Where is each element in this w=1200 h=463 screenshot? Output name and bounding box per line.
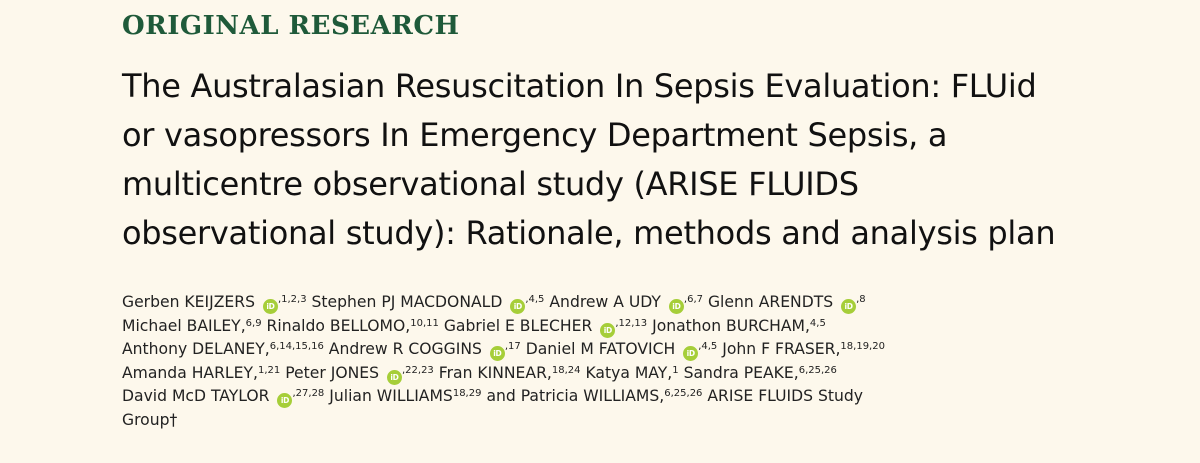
- orcid-icon[interactable]: [669, 299, 684, 314]
- author-line: [122, 291, 1192, 315]
- article-title: [122, 62, 1192, 258]
- author-name: Jonathon BURCHAM,: [652, 316, 810, 335]
- author: [122, 364, 280, 382]
- author-affiliations: ,4,5: [525, 294, 545, 305]
- author-name: Gabriel E BLECHER: [443, 316, 593, 335]
- author: [652, 317, 826, 335]
- author: [329, 387, 481, 405]
- author-name: Gerben KEIJZERS: [122, 293, 255, 311]
- author-affiliations: ,27,28: [292, 388, 325, 400]
- author: [285, 364, 434, 382]
- author-line: [122, 362, 1192, 386]
- author: [684, 364, 837, 382]
- author-name: Andrew A UDY: [549, 293, 661, 311]
- author-affiliations: ,8: [856, 294, 866, 305]
- title-line: observational study): Rationale, methods and analysis plan: [122, 214, 1056, 252]
- author-affiliations: ,17: [504, 341, 521, 353]
- orcid-icon[interactable]: [683, 346, 698, 361]
- author-name: Michael BAILEY,: [122, 316, 246, 335]
- author: [526, 340, 718, 358]
- author-affiliations: ,4,5: [698, 341, 718, 353]
- author-name: David McD TAYLOR: [122, 387, 270, 406]
- author-name: Julian WILLIAMS: [329, 387, 453, 406]
- author-name: Amanda HARLEY,: [122, 363, 258, 382]
- author-line: [122, 338, 1192, 362]
- author-affiliations: ,1,2,3: [277, 294, 307, 305]
- author-affiliations: ,6,7: [683, 294, 703, 305]
- orcid-icon[interactable]: [387, 370, 402, 385]
- author-affiliations: 6,14,15,16: [269, 341, 324, 353]
- author-name: Daniel M FATOVICH: [525, 340, 676, 359]
- author-list: [122, 291, 1192, 433]
- title-line: or vasopressors In Emergency Department Sepsis, a: [122, 116, 948, 154]
- author: [122, 317, 262, 335]
- author-affiliations: ,22,23: [401, 364, 434, 376]
- author-affiliations: 18,24: [551, 364, 581, 376]
- author-line: [122, 315, 1192, 339]
- author: [122, 293, 307, 311]
- author-affiliations: 6,25,26: [798, 364, 837, 376]
- author-affiliations: ,12,13: [615, 317, 648, 329]
- author: [708, 293, 866, 311]
- author-affiliations: 1: [672, 364, 679, 376]
- author-name: Fran KINNEAR,: [438, 363, 552, 382]
- author: [444, 317, 647, 335]
- author-name: Sandra PEAKE,: [683, 363, 799, 382]
- orcid-icon[interactable]: [277, 393, 292, 408]
- author-affiliations: 18,19,20: [840, 341, 885, 353]
- author: [122, 411, 177, 429]
- author-name: Peter JONES: [285, 363, 380, 382]
- author-affiliations: 10,11: [410, 317, 439, 329]
- author: [329, 340, 521, 358]
- author: [312, 293, 545, 311]
- section-label: ORIGINAL RESEARCH: [122, 11, 460, 41]
- author-affiliations: 6,9: [245, 317, 262, 329]
- author-name: Rinaldo BELLOMO,: [266, 316, 411, 335]
- author: [122, 340, 324, 358]
- author-name: Katya MAY,: [585, 363, 673, 382]
- author-line: [122, 409, 1192, 433]
- author-affiliations: 1,21: [257, 364, 281, 376]
- author-line: [122, 385, 1192, 409]
- author-name: ARISE FLUIDS Study: [707, 387, 863, 406]
- author: [122, 387, 324, 405]
- author-name: Anthony DELANEY,: [122, 340, 270, 359]
- title-line: multicentre observational study (ARISE FLUIDS: [122, 165, 859, 203]
- author: [439, 364, 581, 382]
- author-name: and Patricia WILLIAMS,: [486, 387, 665, 406]
- author: [486, 387, 702, 405]
- author: [585, 364, 678, 382]
- orcid-icon[interactable]: [841, 299, 856, 314]
- orcid-icon[interactable]: [510, 299, 525, 314]
- author-affiliations: 4,5: [809, 317, 826, 329]
- author: [707, 387, 863, 405]
- author-affiliations: 6,25,26: [664, 388, 703, 400]
- orcid-icon[interactable]: [490, 346, 505, 361]
- author-name: Glenn ARENDTS: [707, 293, 834, 311]
- orcid-icon[interactable]: [263, 299, 278, 314]
- author: [722, 340, 885, 358]
- title-line: The Australasian Resuscitation In Sepsis Evaluation: FLUid: [122, 67, 1037, 105]
- author-affiliations: 18,29: [452, 388, 482, 400]
- orcid-icon[interactable]: [600, 323, 615, 338]
- author-name: Group†: [122, 410, 178, 429]
- author-name: Stephen PJ MACDONALD: [311, 293, 503, 311]
- author-name: John F FRASER,: [722, 340, 841, 359]
- author: [267, 317, 439, 335]
- author: [549, 293, 703, 311]
- author-name: Andrew R COGGINS: [328, 340, 482, 359]
